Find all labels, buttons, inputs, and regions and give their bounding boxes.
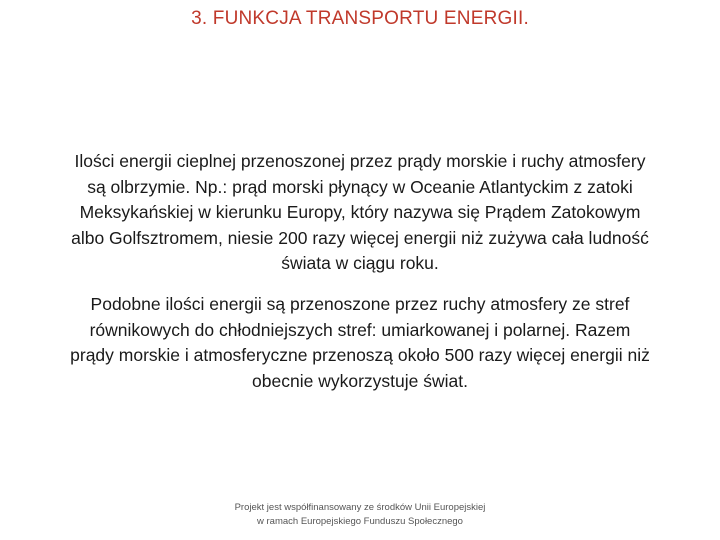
paragraph-ocean-currents (26, 149, 694, 277)
paragraph-line: Ilości energii cieplnej przenoszonej przez prądy morskie i ruchy atmosfery (74, 151, 646, 171)
paragraph-atmosphere (26, 292, 694, 394)
paragraph-line: Meksykańskiej w kierunku Europy, który nazywa się Prądem Zatokowym (79, 202, 641, 222)
slide-title: 3. FUNKCJA TRANSPORTU ENERGII. (191, 8, 529, 29)
paragraph-line: prądy morskie i atmosferyczne przenoszą około 500 razy więcej energii niż (70, 345, 650, 365)
funding-footer (0, 501, 720, 529)
paragraph-line: obecnie wykorzystuje świat. (252, 370, 468, 391)
footer-line: w ramach Europejskiego Funduszu Społecznego (257, 516, 463, 527)
paragraph-line: albo Golfsztromem, niesie 200 razy więcej energii niż zużywa cała ludność (71, 227, 649, 248)
paragraph-line: świata w ciągu roku. (281, 253, 439, 273)
paragraph-line: Podobne ilości energii są przenoszone przez ruchy atmosfery ze stref (90, 294, 630, 314)
paragraph-line: są olbrzymie. Np.: prąd morski płynący w Oceanie Atlantyckim z zatoki (87, 176, 633, 197)
footer-line: Projekt jest współfinansowany ze środków Unii Europejskiej (234, 502, 486, 513)
paragraph-line: równikowych do chłodniejszych stref: umiarkowanej i polarnej. Razem (89, 319, 631, 340)
